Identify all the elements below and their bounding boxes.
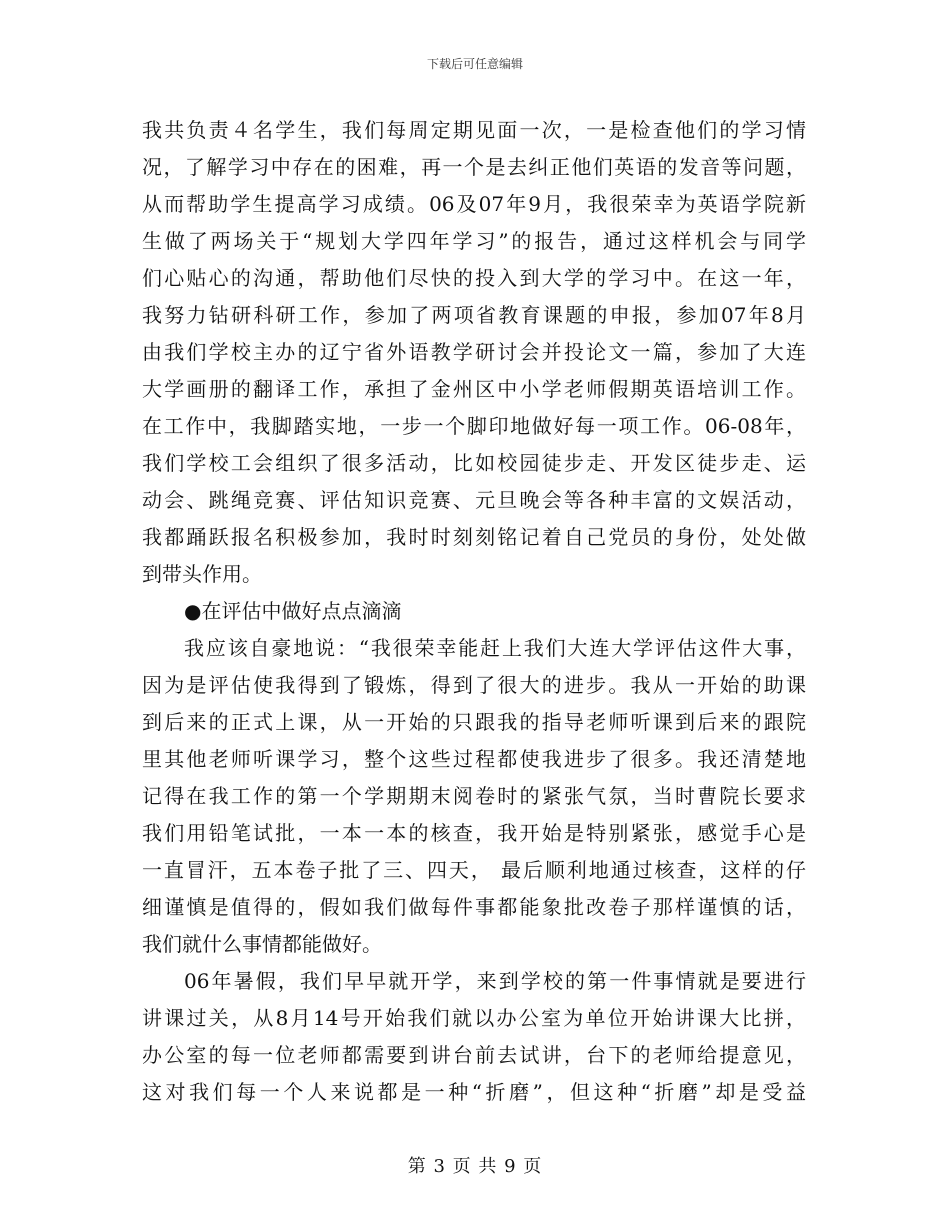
text-line: 我共负责４名学生，我们每周定期见面一次，一是检查他们的学习情 [142, 118, 806, 142]
page-header: 下载后可任意编辑 [426, 57, 523, 71]
text-line: 大学画册的翻译工作，承担了金州区中小学老师假期英语培训工作。 [142, 377, 806, 401]
text-line: 记得在我工作的第一个学期期末阅卷时的紧张气氛，当时曹院长要求 [142, 784, 806, 808]
text-line: 到后来的正式上课，从一开始的只跟我的指导老师听课到后来的跟院 [142, 710, 806, 734]
text-line: 我都踊跃报名积极参加，我时时刻刻铭记着自己党员的身份，处处做 [142, 525, 806, 549]
text-line: 里其他老师听课学习，整个这些过程都使我进步了很多。我还清楚地 [142, 747, 806, 771]
text-line: 况，了解学习中存在的困难，再一个是去纠正他们英语的发音等问题， [142, 155, 806, 179]
text-line: 我们就什么事情都能做好。 [142, 932, 382, 956]
text-line: 06年暑假，我们早早就开学，来到学校的第一件事情就是要进行 [184, 969, 806, 993]
text-line: 由我们学校主办的辽宁省外语教学研讨会并投论文一篇，参加了大连 [142, 340, 806, 364]
text-line: 从而帮助学生提高学习成绩。06及07年9月，我很荣幸为英语学院新 [142, 192, 806, 216]
text-line: 在工作中，我脚踏实地，一步一个脚印地做好每一项工作。06-08年， [142, 414, 806, 438]
text-line: 生做了两场关于“规划大学四年学习”的报告，通过这样机会与同学 [142, 229, 806, 253]
document-body [142, 112, 806, 1111]
text-line: 这对我们每一个人来说都是一种“折磨”，但这种“折磨”却是受益 [142, 1080, 806, 1104]
text-line: 办公室的每一位老师都需要到讲台前去试讲，台下的老师给提意见， [142, 1043, 806, 1067]
text-line: 因为是评估使我得到了锻炼，得到了很大的进步。我从一开始的助课 [142, 673, 806, 697]
text-line: ●在评估中做好点点滴滴 [184, 599, 402, 623]
text-line: 细谨慎是值得的，假如我们做每件事都能象批改卷子那样谨慎的话， [142, 895, 806, 919]
text-line: 到带头作用。 [142, 562, 262, 586]
text-line: 我努力钻研科研工作，参加了两项省教育课题的申报，参加07年8月 [142, 303, 806, 327]
text-line: 我应该自豪地说：“我很荣幸能赶上我们大连大学评估这件大事， [184, 636, 806, 660]
text-line: 动会、跳绳竞赛、评估知识竞赛、元旦晚会等各种丰富的文娱活动， [142, 488, 806, 512]
text-line: 我们用铅笔试批，一本一本的核查，我开始是特别紧张，感觉手心是 [142, 821, 806, 845]
text-line: 们心贴心的沟通，帮助他们尽快的投入到大学的学习中。在这一年， [142, 266, 806, 290]
text-line: 讲课过关，从8月14号开始我们就以办公室为单位开始讲课大比拼， [142, 1006, 806, 1030]
page-footer: 第 3 页 共 9 页 [407, 1156, 543, 1177]
text-line: 我们学校工会组织了很多活动，比如校园徒步走、开发区徒步走、运 [142, 451, 806, 475]
text-line: 一直冒汗，五本卷子批了三、四天， 最后顺利地通过核查，这样的仔 [142, 858, 806, 882]
